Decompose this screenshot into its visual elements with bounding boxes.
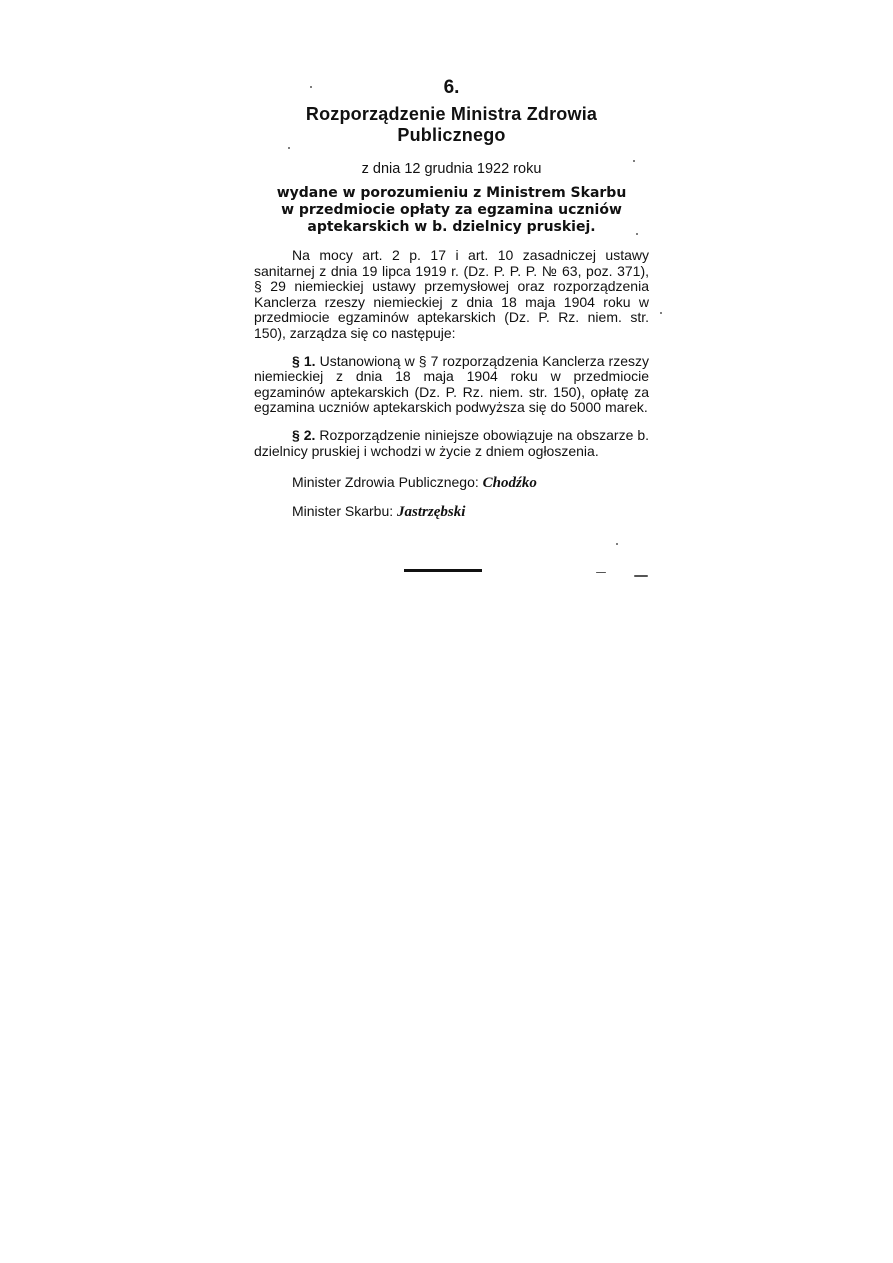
date-line: z dnia 12 grudnia 1922 roku [361, 161, 542, 177]
section-1-paragraph [254, 354, 649, 416]
section-2-text: Rozporządzenie niniejsze obowiązuje na obszarze b. dzielnicy pruskiej i wchodzi w życie z dniem ogłoszenia. [254, 426, 649, 459]
scan-speck [596, 572, 606, 573]
signature-2-role: Minister Skarbu: [292, 503, 394, 520]
document-column [254, 76, 649, 521]
document-title [254, 104, 649, 146]
scan-speck [633, 160, 635, 162]
signature-health-minister [254, 473, 649, 492]
title-line-1: Rozporządzenie Ministra Zdrowia [305, 104, 598, 124]
title-line-2: Publicznego [397, 125, 506, 145]
document-number: 6. [443, 77, 460, 98]
scan-speck [634, 575, 648, 577]
section-2-paragraph [254, 428, 649, 459]
scan-speck [288, 147, 290, 149]
subtitle-line-1: wydane w porozumieniu z Ministrem Skarbu [276, 185, 627, 201]
scan-speck [660, 312, 662, 314]
scan-speck [616, 543, 618, 545]
signature-1-role: Minister Zdrowia Publicznego: [292, 474, 479, 491]
signature-treasury-minister [254, 502, 649, 521]
signature-2-name: Jastrzębski [397, 504, 466, 521]
section-2-mark: § 2. [292, 426, 316, 443]
preamble-text: Na mocy art. 2 p. 17 i art. 10 zasadniczej ustawy sanitarnej z dnia 19 lipca 1919 r. (Dz. P. P. P. № 63, poz. 371), § 29 niemieckiej ustawy przemysłowej oraz rozporządzenia Kanclerza rzeszy niemieckiej z dnia 18 maja 1904 roku w przedmiocie egzaminów aptekarskich (Dz. P. Rz. niem. str. 150), zarządza się co następuje: [254, 247, 649, 341]
signature-1-name: Chodźko [482, 475, 537, 492]
subtitle-line-2: w przedmiocie opłaty za egzamina uczniów [281, 202, 622, 218]
section-1-text: Ustanowioną w § 7 rozporządzenia Kanclerza rzeszy niemieckiej z dnia 18 maja 1904 roku w przedmiocie egzaminów aptekarskich (Dz. P. Rz. niem. str. 150), opłatę za egzamina uczniów aptekarskich podwyższa się do 5000 marek. [254, 352, 649, 416]
subtitle-line-3: aptekarskich w b. dzielnicy pruskiej. [307, 219, 596, 235]
scan-speck [310, 86, 312, 88]
closing-rule [404, 569, 482, 572]
document-subtitle [254, 185, 649, 236]
section-1-mark: § 1. [292, 352, 316, 369]
scan-speck [636, 233, 638, 235]
preamble-paragraph [254, 248, 649, 342]
